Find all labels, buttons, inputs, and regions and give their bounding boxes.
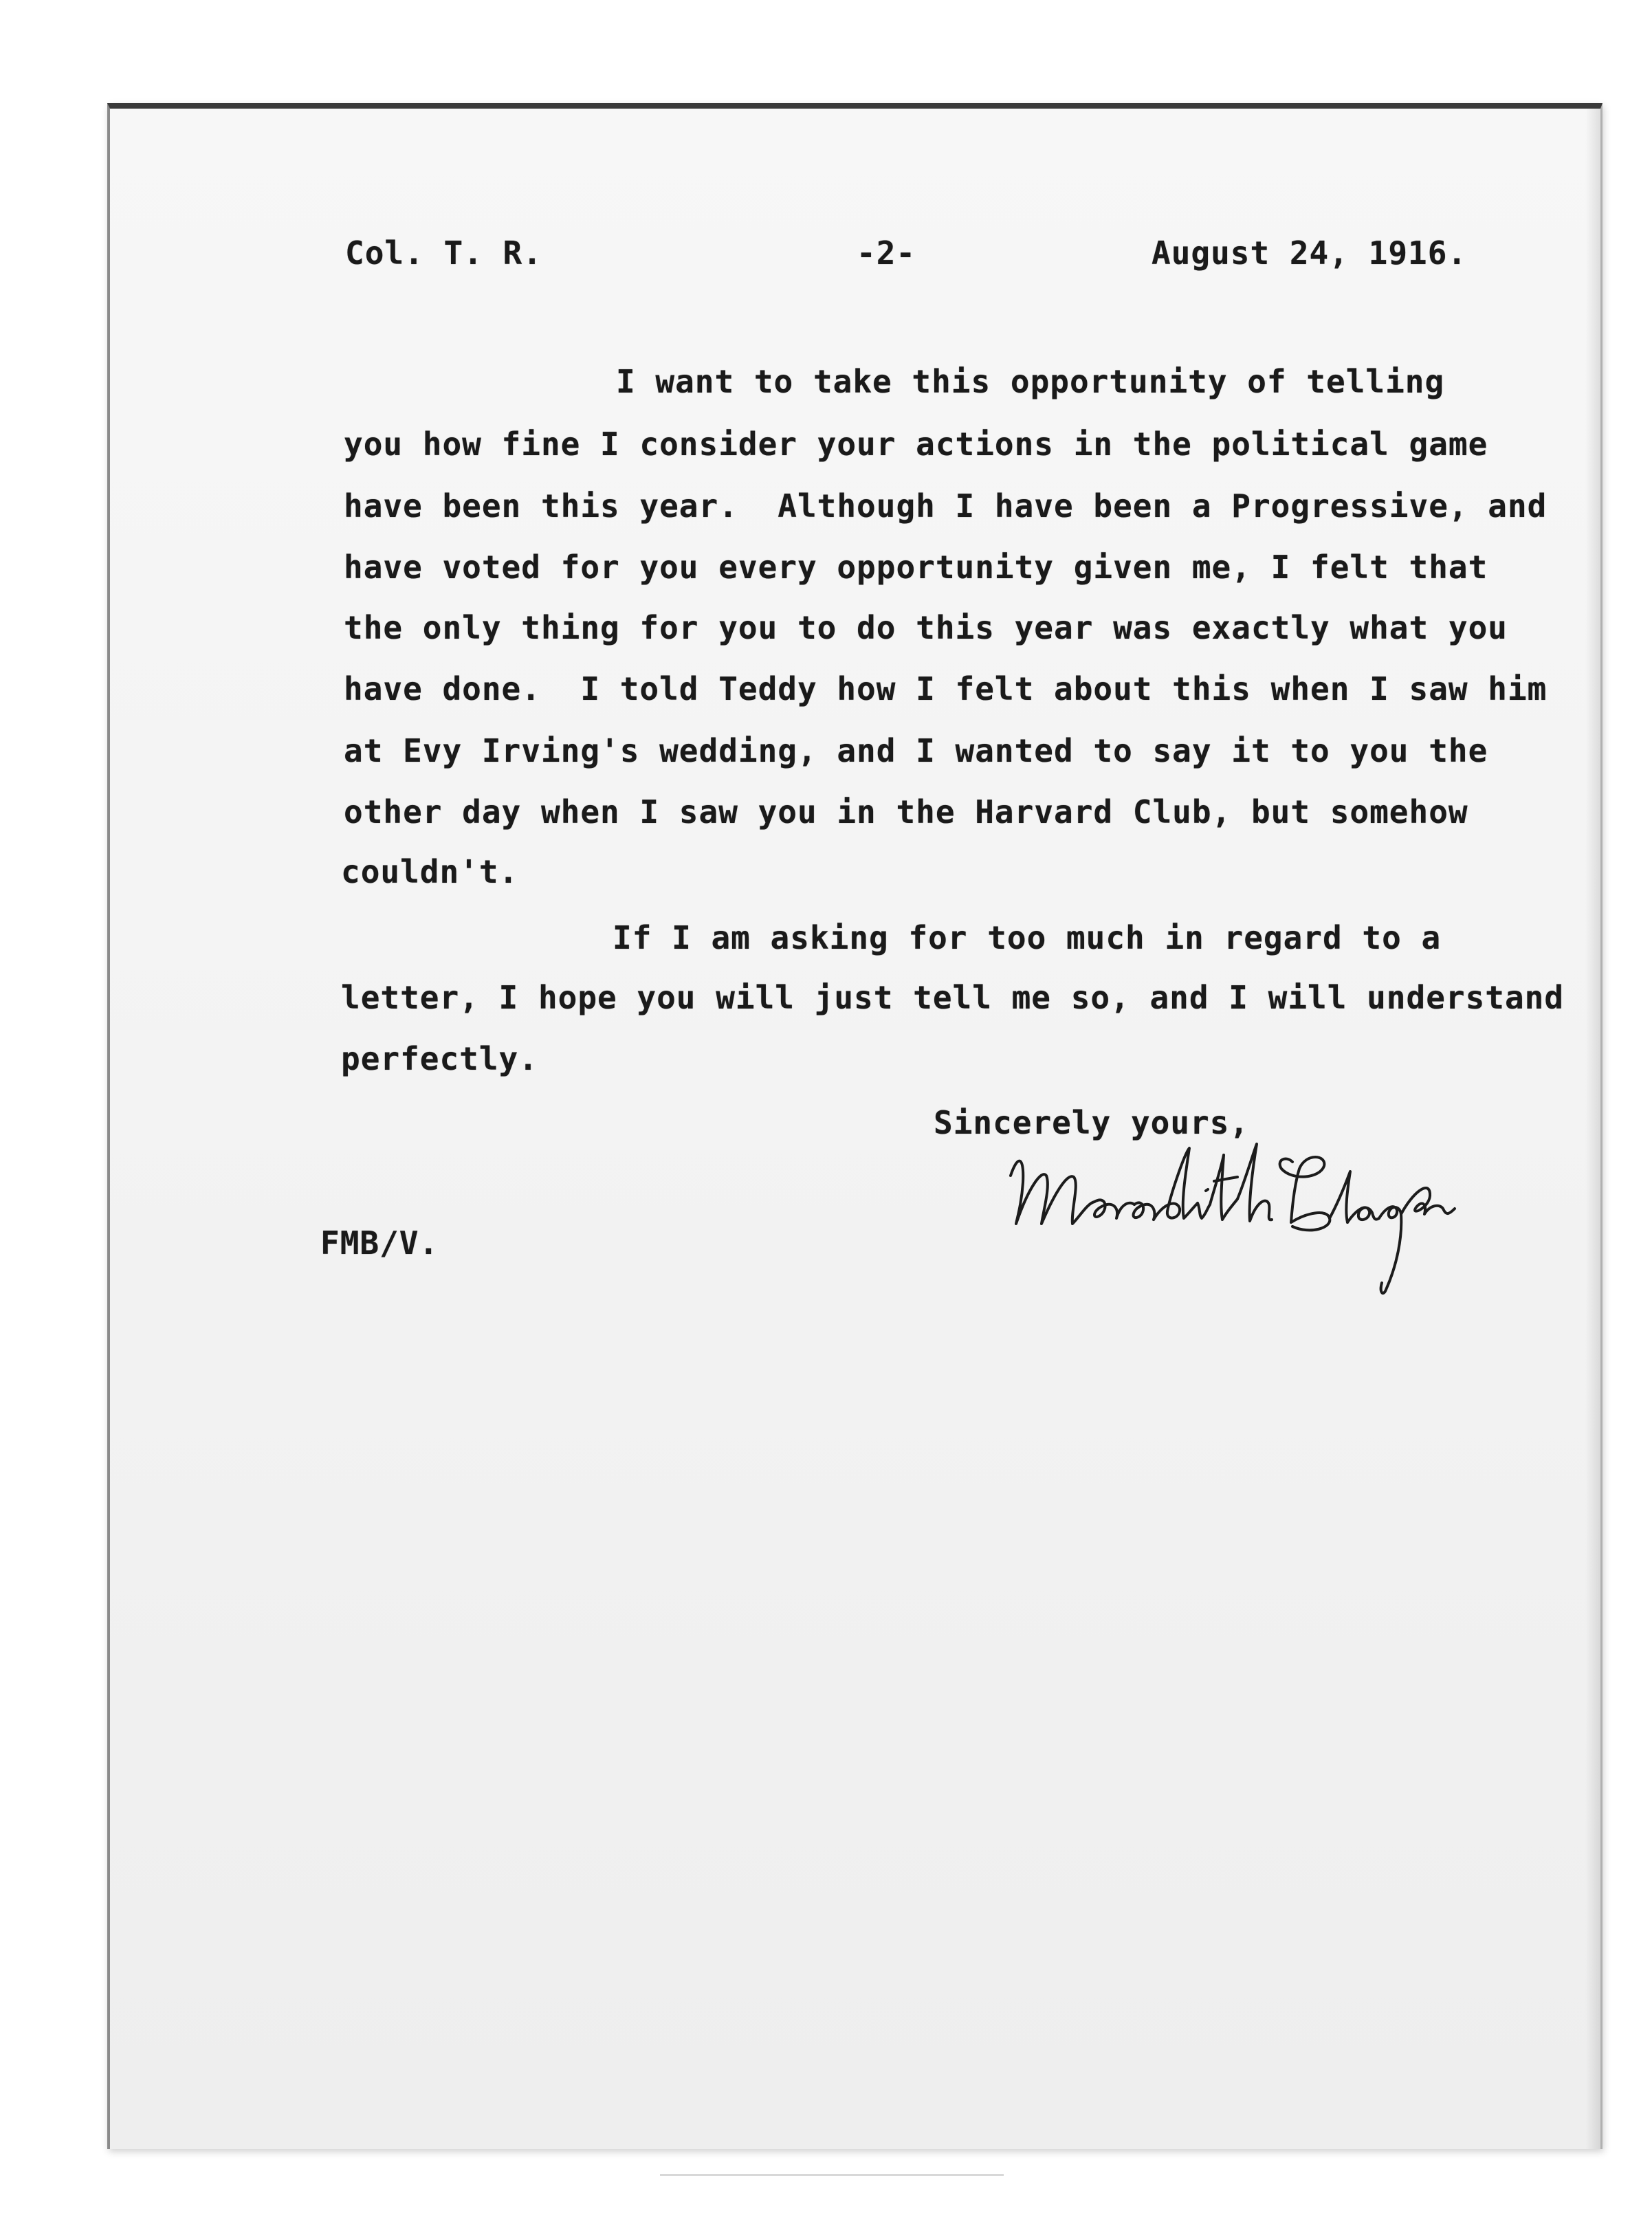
paragraph1-line: other day when I saw you in the Harvard Club, but somehow (344, 793, 1468, 830)
paragraph1-line: couldn't. (341, 853, 519, 890)
paragraph2-line: perfectly. (341, 1040, 538, 1077)
recipient-heading: Col. T. R. (345, 234, 542, 272)
paragraph2-line: letter, I hope you will just tell me so, and I will understand (341, 979, 1565, 1016)
reference-initials: FMB/V. (320, 1224, 439, 1262)
paragraph2-line: If I am asking for too much in regard to a (613, 919, 1442, 956)
paragraph1-line: have done. I told Teddy how I felt about this when I saw him (344, 670, 1548, 707)
paragraph1-line: you how fine I consider your actions in the political game (344, 426, 1488, 463)
letter-date: August 24, 1916. (1152, 234, 1468, 272)
paragraph1-line: the only thing for you to do this year was exactly what you (344, 609, 1508, 646)
letter-page (107, 103, 1603, 2149)
paper-edge-shadow (1585, 109, 1600, 2149)
paragraph1-line: at Evy Irving's wedding, and I wanted to say it to you the (344, 732, 1488, 769)
paragraph1-line: have voted for you every opportunity given me, I felt that (344, 549, 1488, 586)
valediction: Sincerely yours, (934, 1104, 1250, 1141)
paragraph1-line: have been this year. Although I have been a Progressive, and (344, 487, 1548, 525)
scan-edge-line (660, 2174, 1004, 2176)
handwritten-signature (1004, 1128, 1457, 1306)
page-number: -2- (857, 234, 916, 272)
paragraph1-line: I want to take this opportunity of telling (616, 363, 1445, 400)
